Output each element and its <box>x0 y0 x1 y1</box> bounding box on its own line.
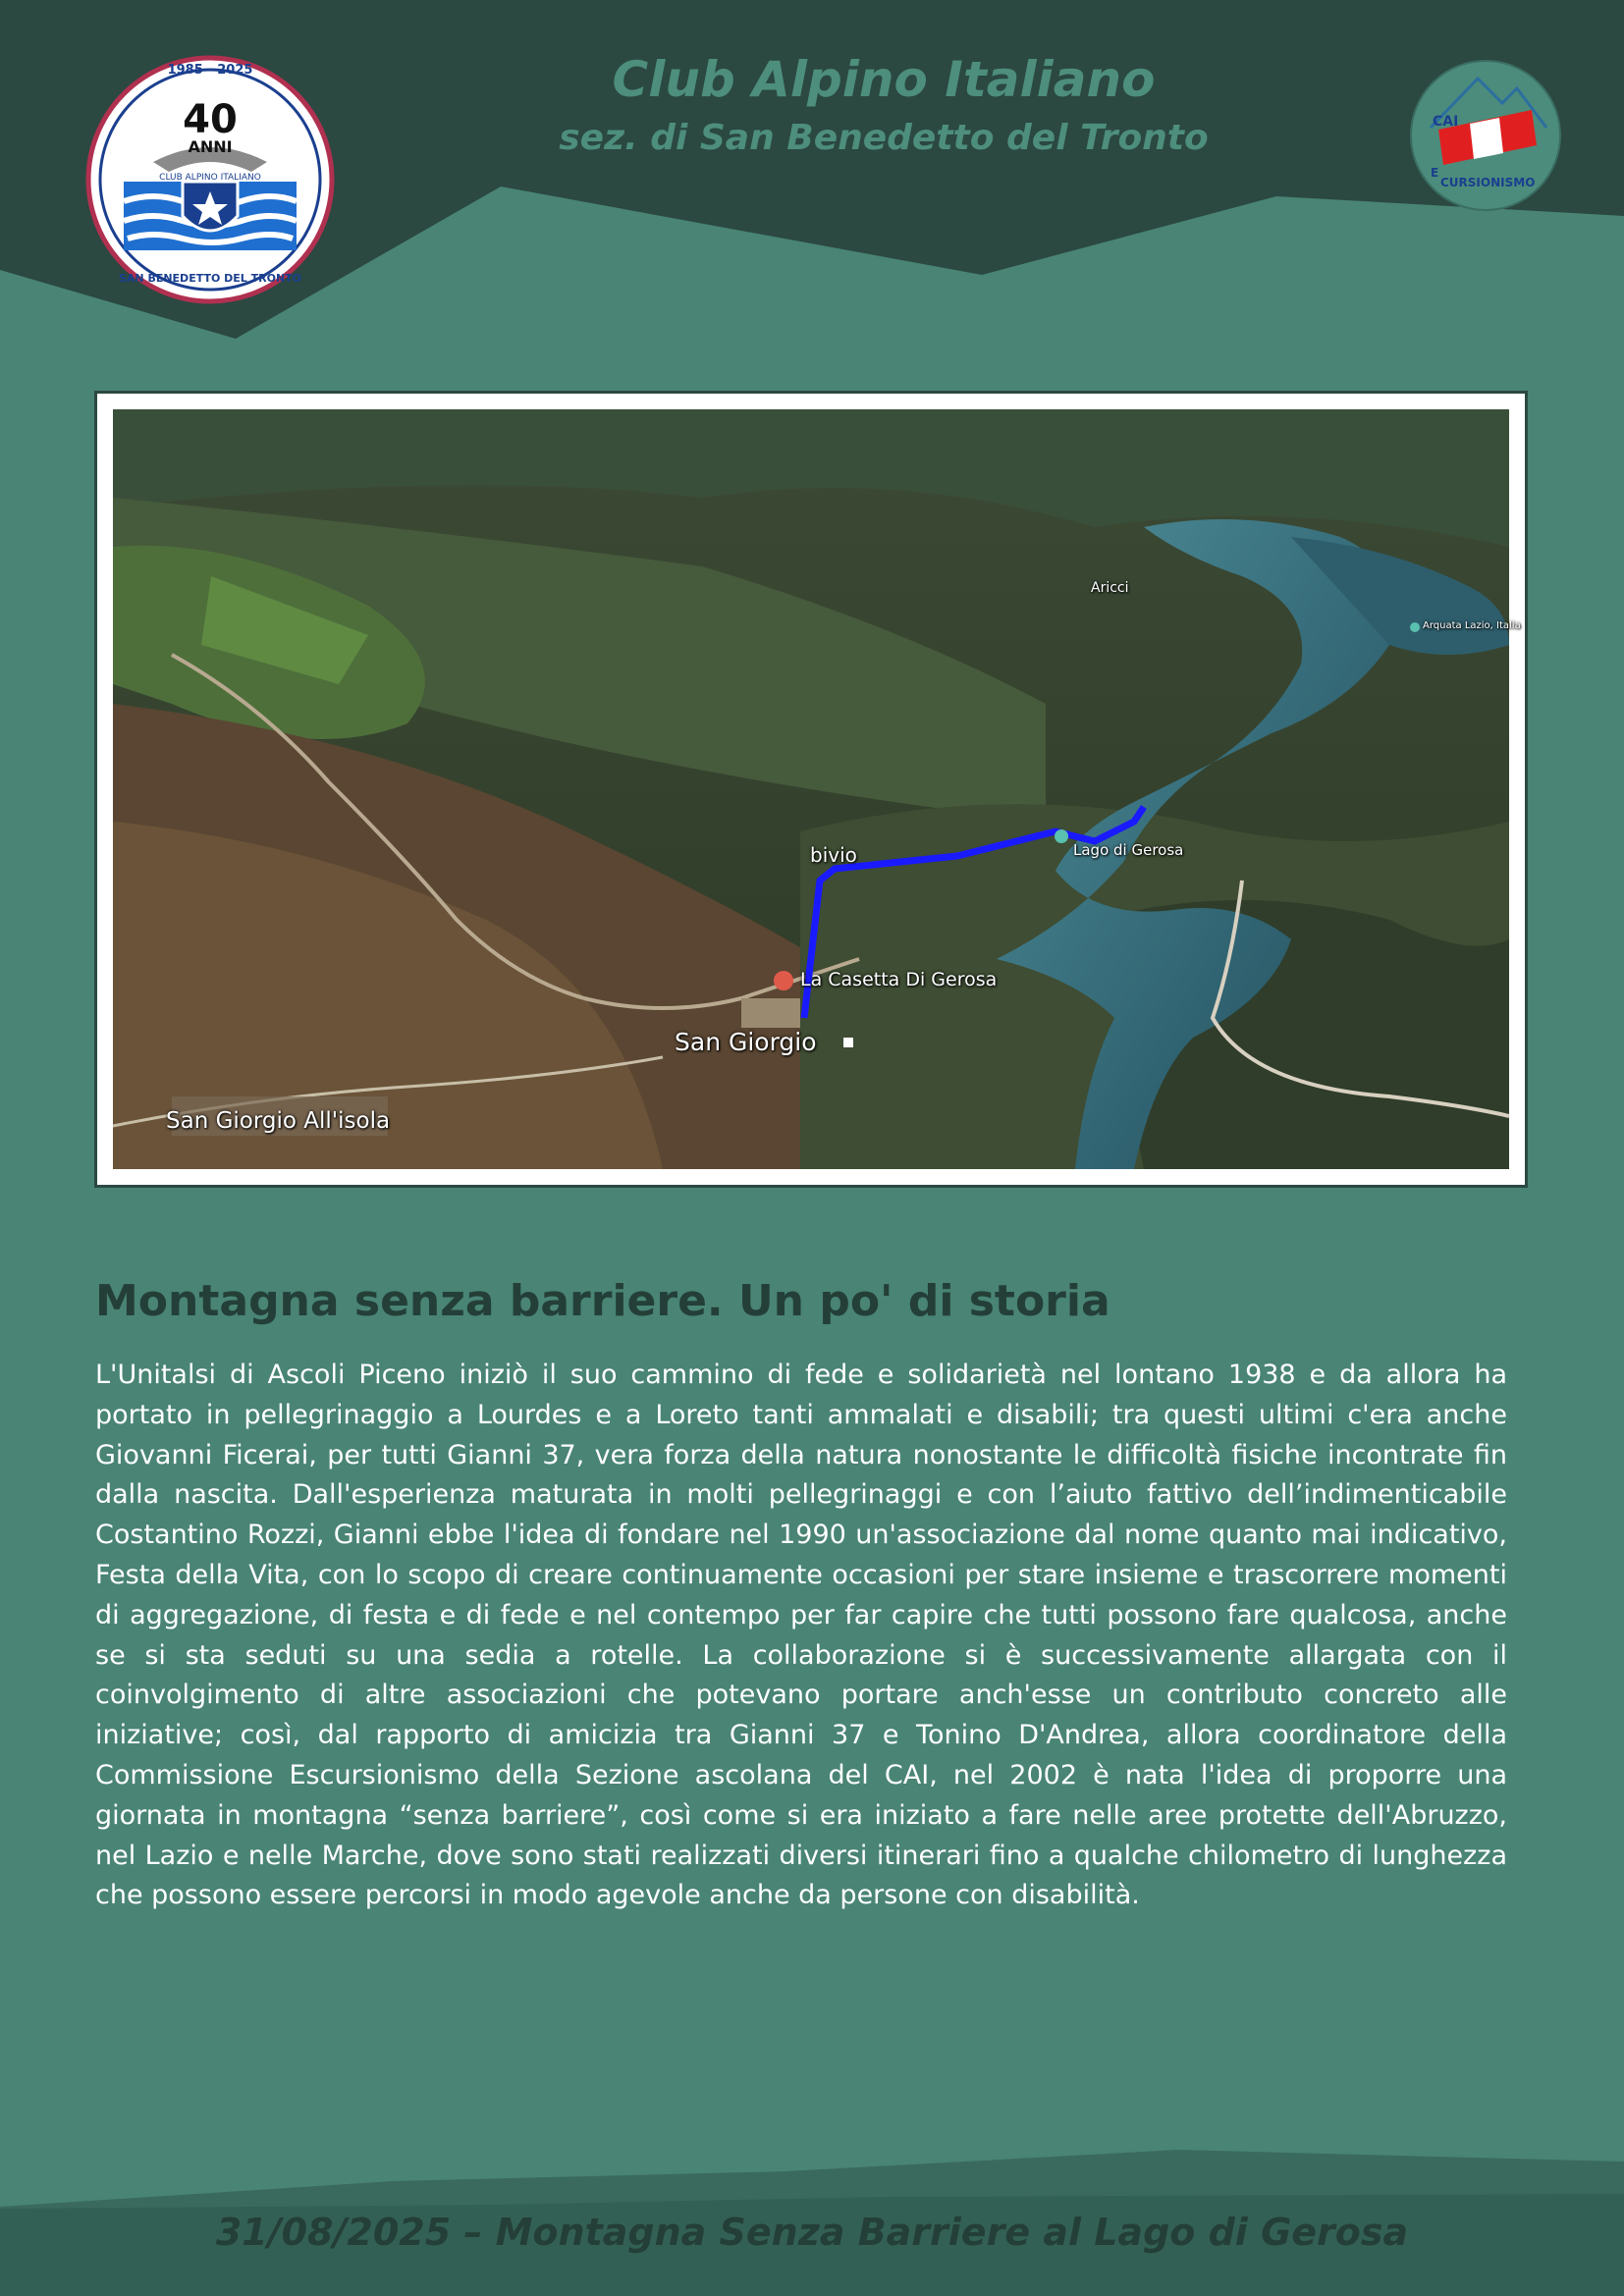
svg-text:E: E <box>1431 166 1439 180</box>
cai-escursionismo-logo <box>1409 59 1562 212</box>
map-label-san-giorgio-isola: San Giorgio All'isola <box>166 1108 391 1134</box>
section-heading: Montagna senza barriere. Un po' di storia <box>95 1276 1110 1326</box>
svg-text:40: 40 <box>183 97 238 142</box>
map-photo-frame <box>94 391 1528 1188</box>
svg-text:CURSIONISMO: CURSIONISMO <box>1440 176 1536 189</box>
map-label-arquata: Arquata Lazio, Italia <box>1423 620 1521 631</box>
cai-40-anni-logo <box>84 54 336 305</box>
map-label-aricci: Aricci <box>1091 580 1129 596</box>
svg-text:1985 - 2025: 1985 - 2025 <box>167 63 253 78</box>
footer-text: 31/08/2025 – Montagna Senza Barriere al Lago di Gerosa <box>215 2211 1409 2254</box>
map-label-lago-gerosa: Lago di Gerosa <box>1073 841 1184 859</box>
map-label-casetta-gerosa: La Casetta Di Gerosa <box>800 969 998 990</box>
club-title: Club Alpino Italiano <box>612 51 1156 108</box>
svg-text:CLUB ALPINO ITALIANO: CLUB ALPINO ITALIANO <box>159 173 261 183</box>
svg-text:CAI: CAI <box>1433 114 1459 130</box>
map-label-san-giorgio: San Giorgio <box>675 1028 817 1056</box>
svg-text:ANNI: ANNI <box>188 137 233 156</box>
map-label-bivio: bivio <box>810 843 857 867</box>
club-subtitle: sez. di San Benedetto del Tronto <box>559 118 1209 158</box>
svg-text:SAN BENEDETTO DEL TRONTO: SAN BENEDETTO DEL TRONTO <box>118 272 302 285</box>
section-body-text: L'Unitalsi di Ascoli Piceno iniziò il suo cammino di fede e solidarietà nel lontano 1938 e da allora ha portato in pellegrinaggio a Lourdes e a Loreto tanti ammalati e disabili; tra questi ultimi c'era anche Giovanni Ficerai, per tutti Gianni 37, vera forza della natura nonostante le difficoltà fisiche incontrate fin dalla nascita. Dall'esperienza maturata in molti pellegrinaggi e con l’aiuto fattivo dell’indimenticabile Costantino Rozzi, Gianni ebbe l'idea di fondare nel 1990 un'associazione dal nome quanto mai indicativo, Festa della Vita, con lo scopo di creare continuamente occasioni per stare insieme e trascorrere momenti di aggregazione, di festa e di fede e nel contempo per far capire che tutti possono fare qualcosa, anche se si sta seduti su una sedia a rotelle. La collaborazione si è successivamente allargata con il coinvolgimento di altre associazioni che potevano portare anch'esse un contributo concreto alle iniziative; così, dal rapporto di amicizia tra Gianni 37 e Tonino D'Andrea, allora coordinatore della Commissione Escursionismo della Sezione ascolana del CAI, nel 2002 è nata l'idea di proporre una giornata in montagna “senza barriere”, così come si era iniziato a fare nelle aree protette dell'Abruzzo, nel Lazio e nelle Marche, dove sono stati realizzati diversi itinerari fino a qualche chilometro di lunghezza che possono essere percorsi in modo agevole anche da persone con disabilità. <box>95 1360 1507 1911</box>
